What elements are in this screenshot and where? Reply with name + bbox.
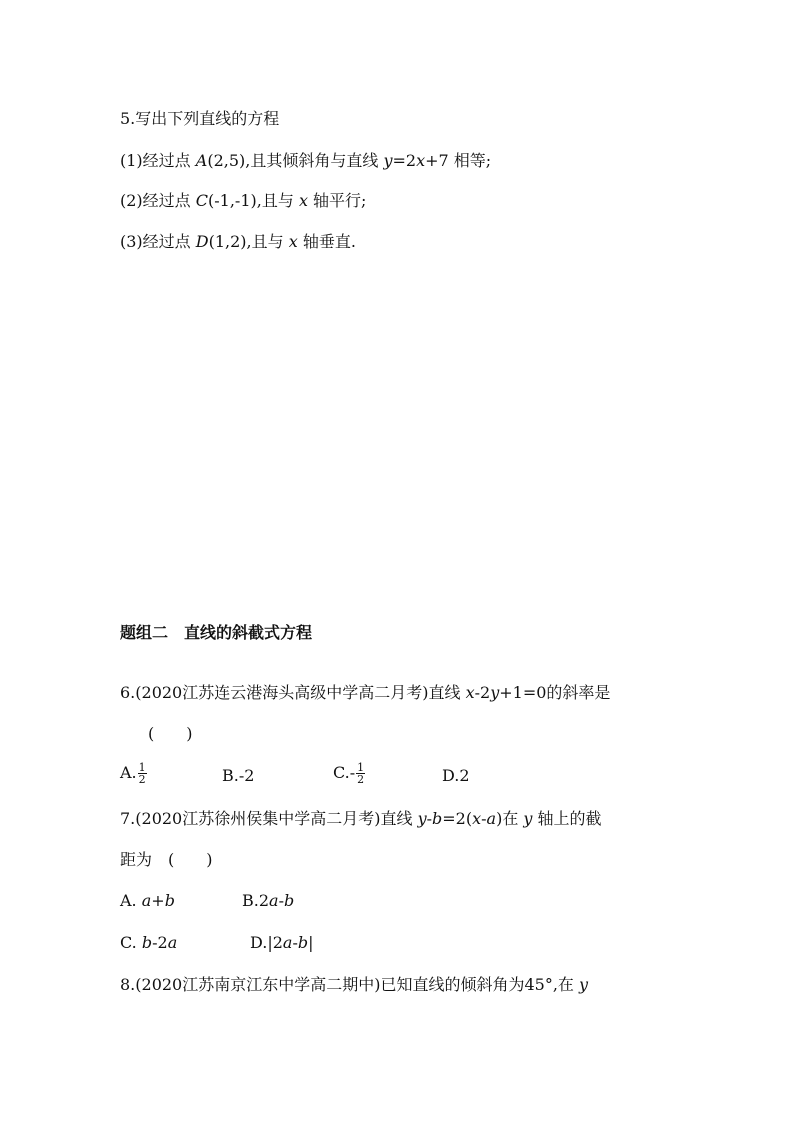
section-title: 题组二 直线的斜截式方程 xyxy=(120,623,313,642)
q5-p3-pre: (3)经过点 xyxy=(120,232,196,251)
q5-p3-point-D: D xyxy=(195,232,209,251)
q7-option-a-a: a xyxy=(141,891,152,910)
q5-p1-mid: (2,5),且其倾斜角与直线 xyxy=(207,151,384,170)
q6-option-b: B.-2 xyxy=(222,766,255,785)
q7-option-d-close: | xyxy=(308,933,314,952)
q7-option-c-b: b xyxy=(141,933,153,952)
q7-option-c xyxy=(120,933,177,952)
q7-stem-pre: 7.(2020江苏徐州侯集中学高二月考)直线 xyxy=(120,809,418,828)
q6-option-c xyxy=(333,762,365,785)
q6-var-y: y xyxy=(490,683,500,702)
q6-stem xyxy=(120,682,610,704)
q7-option-d-label: D.|2 xyxy=(250,933,283,952)
q7-option-c-label: C. xyxy=(120,933,142,952)
q7-option-d-minus: - xyxy=(292,933,298,952)
q6-option-a-label: A. xyxy=(120,763,137,782)
q6-minus: -2 xyxy=(474,683,491,702)
q7-option-d xyxy=(250,933,314,952)
q7-option-d-a: a xyxy=(282,933,293,952)
q5-p3-post: 轴垂直. xyxy=(297,232,356,251)
q6-option-c-fraction xyxy=(356,762,365,785)
q5-title: 5.写出下列直线的方程 xyxy=(120,109,280,128)
q5-p1-var-x: x xyxy=(416,151,426,170)
q5-p2-var-x: x xyxy=(298,191,308,210)
q6-answer-blank: ( ) xyxy=(148,724,193,743)
q7-var-a: a xyxy=(486,809,497,828)
q6-stem-pre: 6.(2020江苏连云港海头高级中学高二月考)直线 xyxy=(120,683,466,702)
q5-p2-post: 轴平行; xyxy=(307,191,367,210)
q8-stem xyxy=(120,974,588,996)
q6-option-c-label: C.- xyxy=(333,763,356,782)
q5-part1 xyxy=(120,150,491,172)
q7-option-a xyxy=(120,891,175,910)
q7-option-a-b: b xyxy=(164,891,175,910)
q5-p1-eq: =2 xyxy=(392,151,417,170)
q7-option-c-a: a xyxy=(167,933,178,952)
q6-option-a xyxy=(120,762,147,785)
q7-close: )在 xyxy=(496,809,524,828)
q8-stem-text: 8.(2020江苏南京江东中学高二期中)已知直线的倾斜角为45°,在 xyxy=(120,975,580,994)
q7-option-b-b: b xyxy=(283,891,295,910)
q7-var-b: b xyxy=(432,809,443,828)
q5-p1-post: +7 相等; xyxy=(425,151,492,170)
q5-p2-pre: (2)经过点 xyxy=(120,191,196,210)
q5-p2-mid: (-1,-1),且与 xyxy=(208,191,299,210)
q7-option-b-minus: - xyxy=(278,891,284,910)
q7-option-b-label: B.2 xyxy=(242,891,270,910)
q7-stem xyxy=(120,808,602,830)
q6-option-a-den: 2 xyxy=(138,773,146,786)
q6-option-a-num: 1 xyxy=(138,761,146,774)
q5-p2-point-C: C xyxy=(195,191,209,210)
q7-option-d-b: b xyxy=(297,933,309,952)
q5-p1-point-A: A xyxy=(195,151,208,170)
q6-option-a-fraction xyxy=(138,762,147,785)
q5-p1-var-y: y xyxy=(383,151,393,170)
q7-option-a-label: A. xyxy=(120,891,142,910)
q5-part2 xyxy=(120,190,366,212)
q7-stem-line2: 距为 ( ) xyxy=(120,850,213,869)
q7-var-y: y xyxy=(417,809,427,828)
q7-var-y2: y xyxy=(523,809,533,828)
q5-part3 xyxy=(120,231,356,253)
q5-p3-mid: (1,2),且与 xyxy=(208,232,289,251)
q7-option-b-a: a xyxy=(269,891,279,910)
q7-minus: - xyxy=(426,809,433,828)
q7-stem-post: 轴上的截 xyxy=(532,809,602,828)
q7-option-a-plus: + xyxy=(151,891,165,910)
q6-option-c-num: 1 xyxy=(357,761,365,774)
q5-p3-var-x: x xyxy=(288,232,298,251)
q7-option-b xyxy=(242,891,294,910)
q6-var-x: x xyxy=(465,683,475,702)
q6-stem-post: +1=0的斜率是 xyxy=(499,683,611,702)
q7-minus2: - xyxy=(481,809,487,828)
q7-option-c-minus: -2 xyxy=(152,933,168,952)
q6-option-c-den: 2 xyxy=(357,773,365,786)
q7-eq: =2( xyxy=(442,809,473,828)
q8-var-y: y xyxy=(579,975,589,994)
q5-p1-pre: (1)经过点 xyxy=(120,151,196,170)
q6-option-d: D.2 xyxy=(442,766,470,785)
q7-var-x: x xyxy=(472,809,482,828)
